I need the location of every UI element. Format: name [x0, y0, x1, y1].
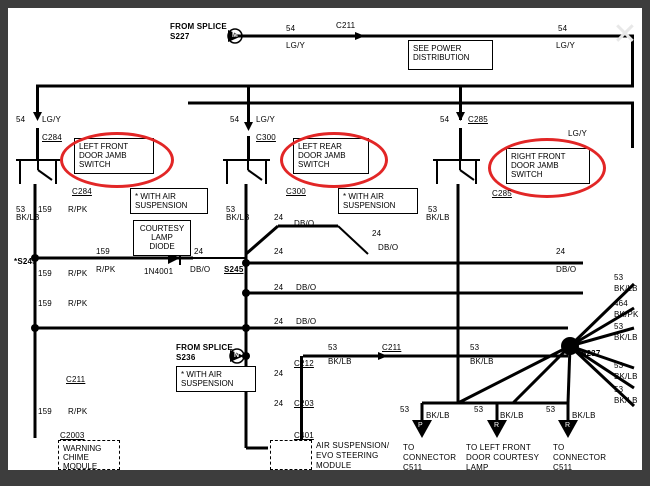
gauge-159-d: 159 — [38, 407, 52, 416]
asm-line2: EVO STEERING — [316, 451, 379, 460]
out-1-dest2: DOOR COURTESY — [466, 453, 540, 462]
connector-c212: C212 — [294, 359, 314, 368]
wire-lgy-rf: LG/Y — [568, 129, 588, 138]
splice-s245-mid: S245 — [224, 265, 244, 274]
gauge-24-f: 24 — [274, 369, 284, 378]
connector-c300-top: C300 — [256, 133, 276, 142]
ground-row-3-gauge: 53 — [614, 361, 624, 370]
out-0-dest3: C511 — [403, 463, 423, 472]
connector-c211-mid: C211 — [382, 343, 402, 352]
ground-row-4-wire: BK/LB — [614, 396, 638, 405]
gauge-53-lf: 53 — [16, 205, 26, 214]
wire-bklb-mid2: BK/LB — [470, 357, 494, 366]
out-2-gauge: 53 — [546, 405, 556, 414]
wire-rpk-a: R/PK — [68, 205, 88, 214]
ground-row-0-gauge: 53 — [614, 273, 624, 282]
gauge-159-c: 159 — [38, 299, 52, 308]
wcm-line1: WARNING — [63, 444, 102, 453]
with-air-suspension-note-1 — [130, 188, 208, 214]
diode-out-gauge: 24 — [194, 247, 204, 256]
ground-row-4-gauge: 53 — [614, 385, 624, 394]
see-power-distribution-line1: SEE POWER — [413, 44, 462, 53]
ground-row-0-wire: BK/LB — [614, 284, 638, 293]
gauge-159-a: 159 — [38, 205, 52, 214]
connector-c284-top: C284 — [42, 133, 62, 142]
wire-dbo-c: DB/O — [296, 283, 317, 292]
gauge-53-rf: 53 — [428, 205, 438, 214]
connector-c285-top: C285 — [468, 115, 488, 124]
connector-c203: C203 — [294, 399, 314, 408]
diode-in-gauge: 159 — [96, 247, 110, 256]
diode-part-number: 1N4001 — [144, 267, 174, 276]
wcm-line2: CHIME — [63, 453, 89, 463]
ground-row-2-wire: BK/LB — [614, 333, 638, 342]
with-air-suspension-note-2 — [338, 188, 418, 214]
note3-line1: * WITH AIR — [181, 370, 222, 379]
see-power-distribution-box — [408, 40, 493, 70]
gauge-54-lr: 54 — [230, 115, 240, 124]
gauge-53-lr: 53 — [226, 205, 236, 214]
wire-dbo-a: DB/O — [294, 219, 315, 228]
connector-c211-top: C211 — [336, 21, 356, 30]
gauge-24-b: 24 — [372, 229, 382, 238]
out-0-dest2: CONNECTOR — [403, 453, 457, 462]
from-splice-s236-label: FROM SPLICE — [176, 343, 233, 352]
gauge-159-b: 159 — [38, 269, 52, 278]
see-power-distribution-line2: DISTRIBUTION — [413, 53, 470, 63]
note2-line1: * WITH AIR — [343, 192, 384, 201]
diode-in-wire: R/PK — [96, 265, 116, 274]
with-air-suspension-note-3 — [176, 366, 256, 392]
out-0-wire: BK/LB — [426, 411, 450, 420]
highlight-circle-left-rear — [280, 132, 388, 188]
connector-c300-bottom: C300 — [286, 187, 306, 196]
connector-c401: C401 — [294, 431, 314, 440]
diode-line1: COURTESY — [139, 224, 185, 233]
wire-rpk-c: R/PK — [68, 299, 88, 308]
wire-lgy-lr: LG/Y — [256, 115, 276, 124]
note1-line1: * WITH AIR — [135, 192, 176, 201]
splice-letter-m: M — [232, 32, 239, 39]
out-1-symbol: R — [494, 422, 500, 429]
wire-dbo-b: DB/O — [378, 243, 399, 252]
out-0-gauge: 53 — [400, 405, 410, 414]
note3-line2: SUSPENSION — [181, 379, 234, 389]
gauge-24-a: 24 — [274, 213, 284, 222]
asm-line3: MODULE — [316, 461, 352, 470]
asm-line1: AIR SUSPENSION/ — [316, 441, 390, 450]
rf-line3: SWITCH — [511, 170, 543, 180]
courtesy-lamp-diode-box — [133, 220, 191, 256]
out-2-dest2: CONNECTOR — [553, 453, 607, 462]
out-1-wire: BK/LB — [500, 411, 524, 420]
wire-lgy-top-a: LG/Y — [286, 41, 306, 50]
gauge-54-rf: 54 — [440, 115, 450, 124]
splice-letter-n: N — [234, 352, 240, 359]
connector-c284-bottom: C284 — [72, 187, 92, 196]
connector-c2003: C2003 — [60, 431, 85, 440]
gauge-54-lf: 54 — [16, 115, 26, 124]
diode-line3: DIODE — [149, 242, 175, 252]
gauge-53-mid: 53 — [328, 343, 338, 352]
out-1-gauge: 53 — [474, 405, 484, 414]
wire-rpk-b: R/PK — [68, 269, 88, 278]
gauge-54-top-a: 54 — [286, 24, 296, 33]
out-2-wire: BK/LB — [572, 411, 596, 420]
wire-bklb-lr: BK/LB — [226, 213, 250, 222]
ground-row-1-wire: BK/PK — [614, 310, 639, 319]
out-2-dest1: TO — [553, 443, 565, 452]
ground-row-3-wire: BK/LB — [614, 372, 638, 381]
ground-row-2-gauge: 53 — [614, 322, 624, 331]
connector-c211-left: C211 — [66, 375, 86, 384]
lf-line1: LEFT FRONT — [79, 142, 129, 151]
lf-line2: DOOR JAMB — [79, 151, 127, 161]
gauge-24-g: 24 — [274, 399, 284, 408]
gauge-24-d: 24 — [274, 283, 284, 292]
gauge-54-top-b: 54 — [558, 24, 568, 33]
wire-bklb-mid: BK/LB — [328, 357, 352, 366]
out-1-dest1: TO LEFT FRONT — [466, 443, 531, 452]
air-suspension-module-dashbox — [270, 440, 312, 470]
lr-line1: LEFT REAR — [298, 142, 342, 151]
out-0-symbol: P — [418, 422, 423, 429]
gauge-53-mid2: 53 — [470, 343, 480, 352]
connector-c285-bottom: C285 — [492, 189, 512, 198]
wire-lgy-lf: LG/Y — [42, 115, 62, 124]
from-splice-label: FROM SPLICE — [170, 22, 227, 31]
from-splice-id: S227 — [170, 32, 190, 41]
wiring-diagram-sheet — [8, 8, 642, 470]
out-2-dest3: C511 — [553, 463, 573, 472]
wire-bklb-rf: BK/LB — [426, 213, 450, 222]
highlight-circle-left-front — [60, 132, 174, 188]
rf-line1: RIGHT FRONT — [511, 152, 566, 161]
gauge-24-e: 24 — [274, 317, 284, 326]
note2-line2: SUSPENSION — [343, 201, 396, 211]
wire-bklb-lf: BK/LB — [16, 213, 40, 222]
wcm-line3: MODULE — [63, 462, 98, 472]
wire-rpk-d: R/PK — [68, 407, 88, 416]
splice-s245-left: *S245 — [14, 257, 37, 266]
close-icon[interactable]: ✕ — [612, 17, 638, 52]
ground-row-1-gauge: 464 — [614, 299, 628, 308]
gauge-24-right: 24 — [556, 247, 566, 256]
lr-line3: SWITCH — [298, 160, 330, 170]
diode-line2: LAMP — [151, 233, 173, 243]
rf-line2: DOOR JAMB — [511, 161, 559, 171]
out-0-dest1: TO — [403, 443, 415, 452]
wire-dbo-right: DB/O — [556, 265, 577, 274]
wiring-lines — [8, 8, 642, 470]
lf-line3: SWITCH — [79, 160, 111, 170]
splice-s237: S237 — [581, 349, 601, 358]
lr-line2: DOOR JAMB — [298, 151, 346, 161]
wire-lgy-top-b: LG/Y — [556, 41, 576, 50]
out-1-dest3: LAMP — [466, 463, 489, 472]
wire-dbo-d: DB/O — [296, 317, 317, 326]
gauge-24-c: 24 — [274, 247, 284, 256]
diode-out-wire: DB/O — [190, 265, 211, 274]
note1-line2: SUSPENSION — [135, 201, 188, 211]
from-splice-s236-id: S236 — [176, 353, 196, 362]
warning-chime-module-box — [58, 440, 120, 470]
out-2-symbol: R — [565, 422, 571, 429]
